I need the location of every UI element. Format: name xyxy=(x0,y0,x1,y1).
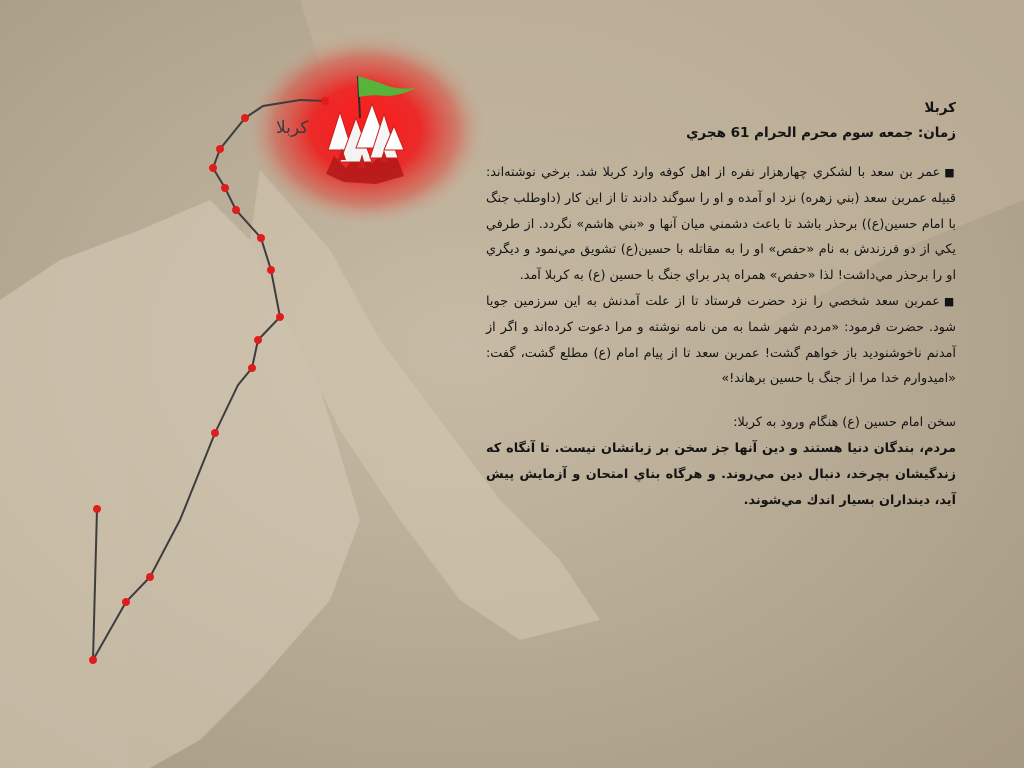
text-panel xyxy=(486,96,956,514)
waypoint xyxy=(248,364,256,372)
waypoint xyxy=(216,145,224,153)
waypoint xyxy=(254,336,262,344)
waypoint xyxy=(241,114,249,122)
page-title: كربلا xyxy=(924,100,956,116)
waypoint xyxy=(276,313,284,321)
quote-intro: سخن امام حسين (ع) هنگام ورود به كربلا: xyxy=(733,415,956,431)
paragraph xyxy=(486,289,956,392)
paragraph xyxy=(486,160,956,289)
quote-text: مردم، بندگان دنيا هستند و دين آنها جز سخن بر زبانشان نيست. تا آنگاه كه زندگيشان بچرخد، دنبال دين مي‌روند. و هرگاه بناي امتحان و آزمايش پيش آيد، دينداران بسيار اندك مي‌شوند. xyxy=(486,441,956,509)
waypoint xyxy=(221,184,229,192)
waypoint xyxy=(93,505,101,513)
waypoint xyxy=(89,656,97,664)
bullet-icon: ■ xyxy=(943,294,956,308)
waypoint xyxy=(257,234,265,242)
page-subtitle: زمان: جمعه سوم محرم الحرام 61 هجري xyxy=(686,125,956,141)
waypoint xyxy=(146,573,154,581)
waypoint xyxy=(321,97,329,105)
waypoint xyxy=(267,266,275,274)
city-label-karbala: كربلا xyxy=(276,118,309,138)
bullet-icon: ■ xyxy=(944,166,956,179)
paragraph-text: عمر بن سعد با لشكري چهارهزار نفره از اهل كوفه وارد كربلا شد. برخي نوشته‌اند: قبيله عمربن سعد (بني زهره) نزد او آمده و او را سوگند دادند تا از اين كار (داوطلب جنگ با امام حسين(ع)) برحذر باشد تا باعث دشمني ميان آنها و «بني هاشم» نگردد. از طرفي يكي از دو فرزندش به نام «حفص» او را به مقاتله با حسين(ع) تشويق مي‌نمود و ديگري او را برحذر مي‌داشت! لذا «حفص» همراه پدر براي جنگ با حسين (ع) به كربلا آمد. xyxy=(486,165,956,284)
paragraph-text: عمربن سعد شخصي را نزد حضرت فرستاد تا از علت آمدنش به اين سرزمين جويا شود. حضرت فرمود: «مردم شهر شما به من نامه نوشته و مرا دعوت كرده‌اند و اگر از آمدنم ناخوشنوديد باز خواهم گشت! عمربن سعد تا از پيام امام (ع) مطلع گشت، گفت: «اميدوارم خدا مرا از جنگ با حسين برهاند!» xyxy=(486,293,956,387)
waypoint xyxy=(232,206,240,214)
waypoint xyxy=(211,429,219,437)
waypoint xyxy=(122,598,130,606)
waypoint xyxy=(209,164,217,172)
